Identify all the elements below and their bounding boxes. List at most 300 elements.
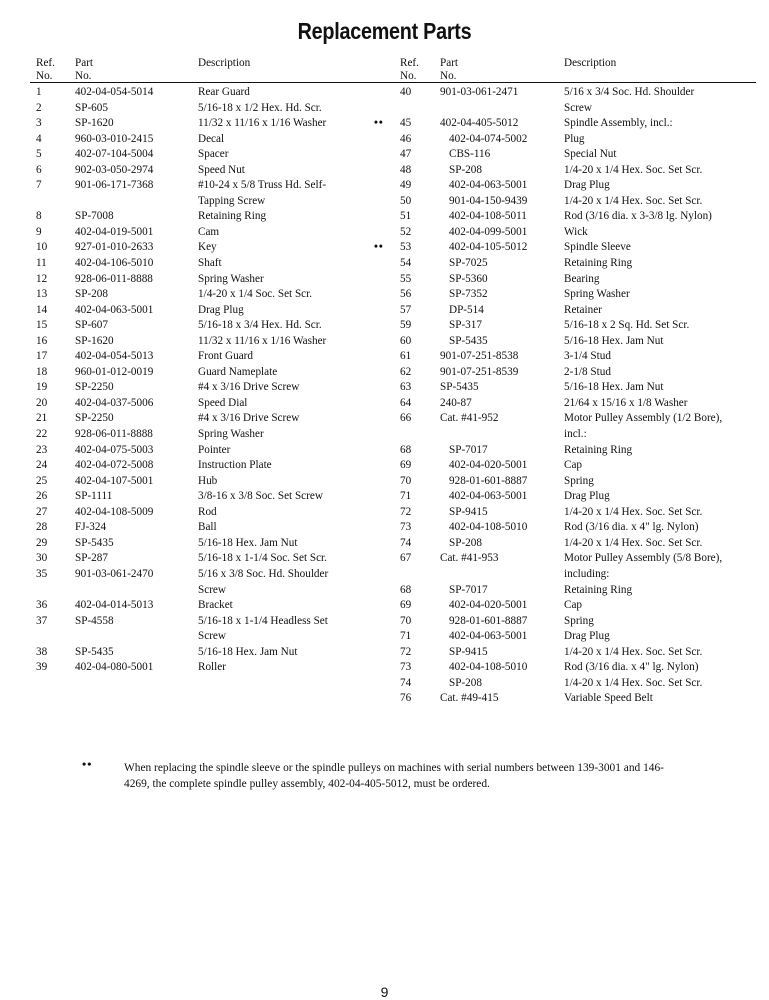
ref-number: 26 [36,490,48,503]
part-number: 901-03-061-2470 [75,567,154,580]
table-row [36,660,388,676]
part-number: 402-04-074-5002 [449,132,528,145]
part-number: SP-5435 [449,334,488,347]
ref-number: 2 [36,101,42,114]
table-row [36,287,388,303]
ref-number: 51 [400,210,412,223]
note-marker: •• [82,757,93,771]
ref-number: 64 [400,396,412,409]
part-number: SP-4558 [75,614,114,627]
table-row [36,225,388,241]
ref-number: 6 [36,163,42,176]
ref-number: 73 [400,521,412,534]
ref-number: 19 [36,381,48,394]
ref-number: 71 [400,630,412,643]
table-row [36,427,388,443]
part-description: 11/32 x 11/16 x 1/16 Washer [198,117,327,130]
table-row [36,520,388,536]
part-description: 5/16 x 3/4 Soc. Hd. Shoulder [564,86,695,98]
ref-number: 72 [400,645,412,658]
ref-number: 47 [400,148,412,161]
part-number: SP-208 [449,676,482,689]
part-number: SP-5435 [75,645,114,658]
table-row [36,536,388,552]
part-description: Spring Washer [198,272,264,285]
part-description: 11/32 x 11/16 x 1/16 Washer [198,334,327,347]
table-row [400,132,756,148]
part-number: SP-9415 [449,505,488,518]
ref-number: 49 [400,179,412,192]
part-number: 928-01-601-8887 [449,474,528,487]
part-description: Roller [198,661,226,674]
part-description: Retainer [564,303,602,316]
table-row [400,551,756,567]
part-number: 402-07-104-5004 [75,148,154,161]
ref-number: 68 [400,443,412,456]
ref-number: 23 [36,443,48,456]
part-number: SP-7008 [75,210,114,223]
part-description: 2-1/8 Stud [564,365,611,378]
ref-number: 9 [36,225,42,238]
ref-number: 17 [36,350,48,363]
part-description: Variable Speed Belt [564,692,653,705]
part-number: SP-7352 [449,288,488,301]
part-description: #4 x 3/16 Drive Screw [198,412,300,425]
part-number: 402-04-063-5001 [449,490,528,503]
part-description: 5/16-18 Hex. Jam Nut [564,381,664,394]
header-description: Description [198,57,251,69]
table-row [400,287,756,303]
part-number: 402-04-019-5001 [75,225,154,238]
table-row [36,505,388,521]
ref-number: 48 [400,163,412,176]
part-number: SP-5435 [75,536,114,549]
part-description: 5/16-18 x 2 Sq. Hd. Set Scr. [564,319,690,332]
table-row [374,116,756,132]
ref-number: 71 [400,490,412,503]
part-description: Bearing [564,272,600,285]
table-row [400,101,756,117]
ref-number: 37 [36,614,48,627]
table-row [36,85,388,101]
part-number: 901-04-150-9439 [449,194,528,207]
part-number: Cat. #41-952 [440,412,499,425]
part-description: Plug [564,132,585,145]
ref-number: 8 [36,210,42,223]
part-number: 402-04-107-5001 [75,474,154,487]
part-number: 240-87 [440,396,472,409]
table-row [400,178,756,194]
part-description: Spindle Assembly, incl.: [564,117,673,130]
ref-number: 21 [36,412,48,425]
table-row [36,132,388,148]
part-number: 402-04-037-5006 [75,396,154,409]
part-description: Front Guard [198,350,253,363]
table-row [400,567,756,583]
part-number: 402-04-108-5009 [75,505,154,518]
part-description: Drag Plug [564,179,610,192]
ref-number: 35 [36,567,48,580]
part-number: 901-06-171-7368 [75,179,154,192]
part-description: Key [198,241,217,254]
ref-number: 36 [36,599,48,612]
table-row [400,147,756,163]
part-number: 402-04-054-5013 [75,350,154,363]
ref-number: 3 [36,117,42,130]
part-number: 402-04-014-5013 [75,599,154,612]
table-row [400,458,756,474]
part-number: 402-04-020-5001 [449,459,528,472]
header-ref-no: No. [400,70,417,82]
part-description: Motor Pulley Assembly (5/8 Bore), [564,552,723,565]
part-description: Decal [198,132,225,145]
part-description: 5/16-18 x 1-1/4 Soc. Set Scr. [198,552,327,565]
table-row [400,614,756,630]
table-row [400,85,756,101]
part-description: 1/4-20 x 1/4 Soc. Set Scr. [198,288,313,301]
part-description: 5/16-18 x 1-1/4 Headless Set [198,614,328,627]
part-number: SP-208 [449,163,482,176]
part-number: SP-2250 [75,412,114,425]
part-description: Speed Nut [198,163,245,176]
table-row [36,178,388,194]
ref-number: 74 [400,536,412,549]
table-row [400,536,756,552]
ref-number: 50 [400,194,412,207]
part-description: Spring Washer [564,288,630,301]
page-number: 9 [380,984,389,1000]
part-description: #10-24 x 5/8 Truss Hd. Self- [198,179,327,192]
table-row [36,598,388,614]
table-row [400,691,756,707]
table-row [36,396,388,412]
ref-number: 24 [36,459,48,472]
part-number: 960-01-012-0019 [75,365,154,378]
part-description: Spring Washer [198,428,264,441]
table-row [36,147,388,163]
table-row [36,101,388,117]
table-row [36,567,388,583]
part-description: Bracket [198,599,233,612]
table-row [400,318,756,334]
header-part: Part [75,57,94,69]
part-number: 928-06-011-8888 [75,272,153,285]
part-description: 1/4-20 x 1/4 Hex. Soc. Set Scr. [564,676,703,689]
ref-number: 70 [400,474,412,487]
part-number: SP-317 [449,319,482,332]
table-row [400,303,756,319]
part-number: 402-04-063-5001 [75,303,154,316]
ref-number: 72 [400,505,412,518]
table-header [36,55,388,85]
table-body [36,85,388,676]
part-number: 402-04-105-5012 [449,241,528,254]
part-description: Rod [198,505,217,518]
part-number: Cat. #49-415 [440,692,499,705]
header-part: Part [440,57,459,69]
part-number: 960-03-010-2415 [75,132,154,145]
ref-number: 16 [36,334,48,347]
part-description: Guard Nameplate [198,365,278,378]
ref-number: 40 [400,86,412,98]
part-description: including: [564,567,610,580]
ref-number: 29 [36,536,48,549]
table-row [36,163,388,179]
table-row [400,645,756,661]
ref-number: 11 [36,257,47,270]
part-description: 21/64 x 15/16 x 1/8 Washer [564,396,688,409]
part-number: Cat. #41-953 [440,552,499,565]
part-description: 5/16-18 Hex. Jam Nut [564,334,664,347]
part-number: 902-03-050-2974 [75,163,154,176]
ref-number: 45 [400,117,412,130]
part-description: 3/8-16 x 3/8 Soc. Set Screw [198,490,323,503]
table-row [400,629,756,645]
spindle-note-marker: •• [374,117,384,130]
table-row [36,334,388,350]
ref-number: 74 [400,676,412,689]
header-description: Description [564,57,617,69]
part-description: Retaining Ring [564,583,633,596]
table-row [400,660,756,676]
part-description: Rod (3/16 dia. x 4" lg. Nylon) [564,661,699,674]
table-row [36,380,388,396]
part-description: incl.: [564,428,587,441]
table-row [400,505,756,521]
table-row [400,225,756,241]
header-ref: Ref. [36,57,55,69]
part-number: 927-01-010-2633 [75,241,154,254]
part-number: SP-5360 [449,272,488,285]
part-number: SP-7017 [449,443,488,456]
part-number: SP-7025 [449,257,488,270]
ref-number: 55 [400,272,412,285]
ref-number: 30 [36,552,48,565]
ref-number: 22 [36,428,48,441]
ref-number: 76 [400,692,412,705]
ref-number: 68 [400,583,412,596]
table-row [36,551,388,567]
table-row [36,365,388,381]
table-row [400,209,756,225]
table-row [400,256,756,272]
ref-number: 39 [36,661,48,674]
table-row [400,427,756,443]
part-number: CBS-116 [449,148,491,161]
part-description: Spring [564,614,594,627]
table-row [36,116,388,132]
table-row [36,489,388,505]
ref-number: 7 [36,179,42,192]
ref-number: 38 [36,645,48,658]
table-row [36,209,388,225]
ref-number: 13 [36,288,48,301]
table-header [400,55,756,85]
part-number: SP-208 [449,536,482,549]
part-number: 901-03-061-2471 [440,86,519,98]
table-row [400,163,756,179]
part-number: 402-04-108-5011 [449,210,527,223]
table-row [400,520,756,536]
part-description: Rear Guard [198,86,250,98]
part-description: Drag Plug [564,490,610,503]
part-number: 402-04-099-5001 [449,225,528,238]
part-number: SP-208 [75,288,108,301]
ref-number: 28 [36,521,48,534]
part-description: Cam [198,225,220,238]
header-rule [30,82,756,83]
part-description: Retaining Ring [198,210,267,223]
table-row [36,240,388,256]
table-row [400,583,756,599]
page-title: Replacement Parts [297,18,472,44]
ref-number: 54 [400,257,412,270]
table-row [400,396,756,412]
ref-number: 62 [400,365,412,378]
part-description: 5/16-18 x 1/2 Hex. Hd. Scr. [198,101,322,114]
part-description: Spring [564,474,594,487]
part-number: SP-607 [75,319,108,332]
ref-number: 59 [400,319,412,332]
part-number: 402-04-063-5001 [449,630,528,643]
part-number: 402-04-080-5001 [75,661,154,674]
part-number: 901-07-251-8539 [440,365,519,378]
part-description: Retaining Ring [564,443,633,456]
ref-number: 56 [400,288,412,301]
table-row [36,194,388,210]
table-row [36,645,388,661]
part-number: 402-04-020-5001 [449,599,528,612]
ref-number: 60 [400,334,412,347]
table-row [400,194,756,210]
part-description: Shaft [198,257,222,270]
part-number: 402-04-108-5010 [449,661,528,674]
table-row [400,365,756,381]
part-description: Retaining Ring [564,257,633,270]
part-description: Pointer [198,443,231,456]
part-description: Tapping Screw [198,194,266,207]
ref-number: 69 [400,459,412,472]
part-number: 928-01-601-8887 [449,614,528,627]
footnote: When replacing the spindle sleeve or the spindle pulleys on machines with serial numbers between 139-3001 and 146-4269, the complete spindle pulley assembly, 402-04-405-5012, must be ordered. [124,762,664,790]
part-number: DP-514 [449,303,484,316]
part-number: 402-04-063-5001 [449,179,528,192]
part-description: 1/4-20 x 1/4 Hex. Soc. Set Scr. [564,194,703,207]
part-description: 1/4-20 x 1/4 Hex. Soc. Set Scr. [564,645,703,658]
part-number: SP-2250 [75,381,114,394]
part-description: 5/16-18 Hex. Jam Nut [198,645,298,658]
table-row [36,318,388,334]
table-row [36,303,388,319]
part-number: 402-04-108-5010 [449,521,528,534]
ref-number: 52 [400,225,412,238]
table-row [36,474,388,490]
ref-number: 61 [400,350,412,363]
table-row [400,676,756,692]
part-number: 402-04-405-5012 [440,117,519,130]
ref-number: 5 [36,148,42,161]
part-number: SP-1620 [75,117,114,130]
table-row [400,489,756,505]
part-description: Rod (3/16 dia. x 4" lg. Nylon) [564,521,699,534]
spindle-note-marker: •• [374,241,384,254]
part-description: Drag Plug [198,303,244,316]
table-row [400,349,756,365]
part-number: 928-06-011-8888 [75,428,153,441]
part-description: #4 x 3/16 Drive Screw [198,381,300,394]
table-row [400,474,756,490]
part-description: Motor Pulley Assembly (1/2 Bore), [564,412,723,425]
ref-number: 10 [36,241,48,254]
ref-number: 18 [36,365,48,378]
header-part-no: No. [440,70,457,82]
part-description: 3-1/4 Stud [564,350,611,363]
ref-number: 63 [400,381,412,394]
part-description: Screw [198,583,226,596]
part-number: SP-9415 [449,645,488,658]
part-description: Spindle Sleeve [564,241,631,254]
ref-number: 57 [400,303,412,316]
ref-number: 15 [36,319,48,332]
part-number: FJ-324 [75,521,107,534]
part-description: 5/16-18 x 3/4 Hex. Hd. Scr. [198,319,322,332]
ref-number: 1 [36,86,42,98]
ref-number: 67 [400,552,412,565]
parts-table-left [36,55,388,676]
table-row [36,443,388,459]
part-number: 402-04-072-5008 [75,459,154,472]
table-row [400,598,756,614]
table-row [36,272,388,288]
part-description: Screw [564,101,592,114]
table-row [400,272,756,288]
part-number: SP-605 [75,101,108,114]
part-description: Spacer [198,148,229,161]
table-row [400,443,756,459]
part-description: 5/16-18 Hex. Jam Nut [198,536,298,549]
part-description: Cap [564,459,583,472]
ref-number: 20 [36,396,48,409]
part-description: Cap [564,599,583,612]
ref-number: 69 [400,599,412,612]
header-ref: Ref. [400,57,419,69]
table-row [36,629,388,645]
table-row [36,256,388,272]
part-description: Wick [564,225,588,238]
part-number: SP-1620 [75,334,114,347]
ref-number: 25 [36,474,48,487]
part-number: SP-7017 [449,583,488,596]
header-ref-no: No. [36,70,53,82]
ref-number: 27 [36,505,48,518]
ref-number: 14 [36,303,48,316]
ref-number: 46 [400,132,412,145]
header-part-no: No. [75,70,92,82]
part-description: 1/4-20 x 1/4 Hex. Soc. Set Scr. [564,505,703,518]
part-number: 901-07-251-8538 [440,350,519,363]
ref-number: 4 [36,132,42,145]
part-number: SP-287 [75,552,108,565]
part-description: 5/16 x 3/8 Soc. Hd. Shoulder [198,567,329,580]
part-description: Rod (3/16 dia. x 3-3/8 lg. Nylon) [564,210,712,223]
ref-number: 53 [400,241,412,254]
parts-table-right [374,55,756,707]
table-row [374,240,756,256]
table-row [36,458,388,474]
part-number: 402-04-106-5010 [75,257,154,270]
part-number: 402-04-075-5003 [75,443,154,456]
part-description: 1/4-20 x 1/4 Hex. Soc. Set Scr. [564,163,703,176]
